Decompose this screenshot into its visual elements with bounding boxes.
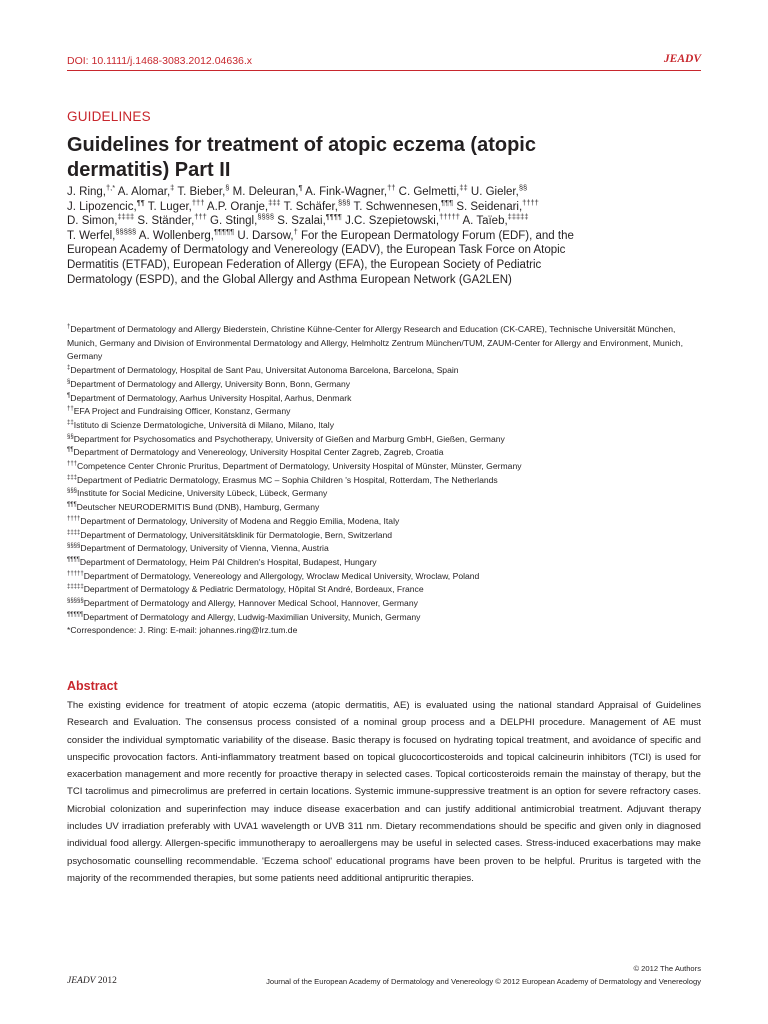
affiliation-text: Department of Dermatology and Venereology, University Hospital Center Zagreb, Zagreb, Croatia xyxy=(73,447,444,458)
author-affiliation-mark: †† xyxy=(387,183,396,193)
affiliation-text: Department of Dermatology, Heim Pál Children's Hospital, Budapest, Hungary xyxy=(79,556,377,567)
affiliation-text: Deutscher NEURODERMITIS Bund (DNB), Hamburg, Germany xyxy=(76,502,320,513)
author-text: For the European Dermatology Forum (EDF), and the xyxy=(297,229,574,242)
affiliation-text: Department of Dermatology & Pediatric Dermatology, Hôpital St André, Bordeaux, France xyxy=(83,584,424,595)
affiliation-text: Istituto di Scienze Dermatologiche, Università di Milano, Milano, Italy xyxy=(73,419,335,430)
affiliation-text: Competence Center Chronic Pruritus, Department of Dermatology, University Hospital of Münster, Münster, Germany xyxy=(77,461,522,472)
affiliation-mark: ‡‡‡‡‡ xyxy=(67,584,84,591)
author-text: T. Schwennesen, xyxy=(350,200,442,213)
author-text: U. Gieler, xyxy=(467,186,519,198)
affiliation-text: Department of Dermatology, University of Modena and Reggio Emilia, Modena, Italy xyxy=(80,515,400,526)
author-text: T. Schäfer, xyxy=(280,200,338,213)
affiliation-mark: ¶¶¶¶ xyxy=(67,557,80,564)
author-line xyxy=(67,226,703,244)
affiliation-mark: ††††† xyxy=(67,570,84,577)
author-text: European Academy of Dermatology and Venereology (EADV), the European Task Force on Atopic xyxy=(67,244,566,257)
affiliation-item xyxy=(67,419,703,433)
affiliation-text: Department of Dermatology, Venereology and Allergology, Wroclaw Medical University, Wroclaw, Poland xyxy=(83,570,480,581)
affiliation-item xyxy=(67,487,703,501)
affiliation-item xyxy=(67,460,703,474)
affiliation-item xyxy=(67,501,703,515)
author-text: S. Szalai, xyxy=(274,215,326,228)
author-text: Dermatitis (ETFAD), European Federation of Allergy (EFA), the European Society of Pediatric xyxy=(67,258,542,271)
affiliation-mark: ¶¶ xyxy=(67,447,74,454)
affiliation-item xyxy=(67,433,703,447)
affiliation-mark: ‡‡‡‡ xyxy=(67,529,81,536)
affiliation-mark: †† xyxy=(67,406,74,413)
author-text: A. Taïeb, xyxy=(459,215,508,228)
affiliation-text: EFA Project and Fundraising Officer, Konstanz, Germany xyxy=(73,406,291,417)
correspondence-email[interactable]: johannes.ring@lrz.tum.de xyxy=(199,625,298,636)
author-affiliation-mark: ‡‡‡ xyxy=(268,197,281,207)
affiliation-item xyxy=(67,323,703,364)
author-text: U. Darsow, xyxy=(234,229,294,242)
author-line xyxy=(67,273,703,288)
author-text: J. Ring, xyxy=(67,186,106,198)
author-affiliation-mark: † xyxy=(293,226,298,236)
affiliation-mark: † xyxy=(67,324,71,331)
affiliation-mark: § xyxy=(67,378,71,385)
author-text: A. Fink-Wagner, xyxy=(302,186,388,198)
affiliation-text: Department of Dermatology and Allergy, University Bonn, Bonn, Germany xyxy=(70,378,351,389)
correspondence-label: *Correspondence: J. Ring: E-mail: xyxy=(67,625,200,636)
author-affiliation-mark: ‡‡ xyxy=(459,183,468,193)
author-affiliation-mark: §§ xyxy=(518,183,528,193)
author-text: A.P. Oranje, xyxy=(204,200,269,213)
author-text: T. Werfel, xyxy=(67,229,116,242)
affiliation-list xyxy=(67,323,703,638)
affiliation-text: Department of Pediatric Dermatology, Erasmus MC – Sophia Children 's Hospital, Rotterdam, The Netherlands xyxy=(77,474,498,485)
author-affiliation-mark: ¶¶¶ xyxy=(441,197,454,207)
author-line xyxy=(67,243,703,258)
header-rule xyxy=(67,70,701,71)
author-line xyxy=(67,185,703,200)
author-text: D. Simon, xyxy=(67,215,118,228)
author-affiliation-mark: ¶¶ xyxy=(136,197,145,207)
footer-journal-info xyxy=(67,976,117,986)
affiliation-item xyxy=(67,515,703,529)
author-text: T. Luger, xyxy=(144,200,192,213)
author-text: A. Wollenberg, xyxy=(136,229,214,242)
author-affiliation-mark: ‡ xyxy=(170,183,175,193)
author-affiliation-mark: ¶ xyxy=(298,183,303,193)
correspondence xyxy=(67,624,703,638)
affiliation-item xyxy=(67,542,703,556)
affiliation-text: Department of Dermatology, Universitätsklinik für Dermatologie, Bern, Switzerland xyxy=(80,529,393,540)
affiliation-text: Department of Dermatology, University of Vienna, Vienna, Austria xyxy=(80,543,329,554)
author-affiliation-mark: ††† xyxy=(191,197,205,207)
affiliation-item xyxy=(67,556,703,570)
affiliation-mark: ††† xyxy=(67,461,78,468)
author-text: G. Stingl, xyxy=(206,215,258,228)
affiliation-item xyxy=(67,474,703,488)
author-affiliation-mark: §§§ xyxy=(337,197,351,207)
author-affiliation-mark: ¶¶¶¶¶ xyxy=(214,226,235,236)
section-label: GUIDELINES xyxy=(67,109,151,124)
author-text: T. Bieber, xyxy=(174,186,226,198)
affiliation-mark: ¶¶¶ xyxy=(67,502,77,509)
affiliation-mark: §§ xyxy=(67,433,74,440)
affiliation-mark: ‡ xyxy=(67,365,71,372)
affiliation-mark: ‡‡ xyxy=(67,420,74,427)
affiliation-item xyxy=(67,378,703,392)
affiliation-text: Department of Dermatology and Allergy, Hannover Medical School, Hannover, Germany xyxy=(83,598,418,609)
author-affiliation-mark: †††† xyxy=(522,197,539,207)
affiliation-item xyxy=(67,583,703,597)
journal-tag: JEADV xyxy=(663,53,701,65)
affiliation-text: Department of Dermatology and Allergy, Ludwig-Maximilian University, Munich, Germany xyxy=(83,611,421,622)
affiliation-text: Department for Psychosomatics and Psychotherapy, University of Gießen and Marburg GmbH, Gießen, Germany xyxy=(73,433,505,444)
affiliation-mark: ‡‡‡ xyxy=(67,474,78,481)
affiliation-text: Department of Dermatology, Aarhus University Hospital, Aarhus, Denmark xyxy=(70,392,352,403)
affiliation-mark: †††† xyxy=(67,515,81,522)
affiliation-text: Department of Dermatology and Allergy Biederstein, Christine Kühne-Center for Allergy Research and Education (CK-CARE), Technische Universität München, Munich, Germany and Division of Environmental Dermatology and Allergy, Helmholtz Zentrum München/TUM, ZAUM-Center for Allergy and Environment, Munich, Germany xyxy=(67,324,683,362)
author-text: S. Seidenari, xyxy=(453,200,523,213)
author-line xyxy=(67,197,703,215)
footer-year: 2012 xyxy=(97,976,117,986)
affiliation-item xyxy=(67,405,703,419)
affiliation-item xyxy=(67,529,703,543)
author-affiliation-mark: ††† xyxy=(194,212,207,222)
author-affiliation-mark: †,* xyxy=(106,183,116,193)
author-text: Dermatology (ESPD), and the Global Allergy and Asthma European Network (GA2LEN) xyxy=(67,273,512,286)
author-line xyxy=(67,214,703,229)
author-affiliation-mark: ‡‡‡‡‡ xyxy=(507,212,529,222)
author-list xyxy=(67,185,703,287)
affiliation-mark: §§§§§ xyxy=(67,598,84,605)
affiliation-text: Institute for Social Medicine, University Lübeck, Lübeck, Germany xyxy=(77,488,328,499)
author-text: M. Deleuran, xyxy=(229,186,299,198)
author-affiliation-mark: ‡‡‡‡ xyxy=(117,212,135,222)
author-line xyxy=(67,258,703,273)
author-text: C. Gelmetti, xyxy=(395,186,460,198)
affiliation-item xyxy=(67,597,703,611)
footer-journal-abbrev: JEADV xyxy=(67,976,96,986)
author-text: J.C. Szepietowski, xyxy=(341,215,440,228)
author-affiliation-mark: ¶¶¶¶ xyxy=(325,212,342,222)
affiliation-mark: §§§ xyxy=(67,488,78,495)
article-title: Guidelines for treatment of atopic eczema (atopic dermatitis) Part II xyxy=(67,134,536,181)
footer-copyright: © 2012 The Authors xyxy=(633,964,701,973)
author-affiliation-mark: § xyxy=(225,183,230,193)
affiliation-item xyxy=(67,570,703,584)
affiliation-item xyxy=(67,446,703,460)
author-affiliation-mark: §§§§ xyxy=(257,212,274,222)
affiliation-item xyxy=(67,364,703,378)
abstract-heading: Abstract xyxy=(67,679,118,693)
author-text: A. Alomar, xyxy=(115,186,171,198)
affiliation-item xyxy=(67,611,703,625)
doi-link[interactable]: DOI: 10.1111/j.1468-3083.2012.04636.x xyxy=(67,55,253,67)
affiliation-mark: §§§§ xyxy=(67,543,81,550)
author-affiliation-mark: ††††† xyxy=(439,212,460,222)
footer-journal-text: Journal of the European Academy of Dermatology and Venereology © 2012 European Academy of Dermatology and Venereology xyxy=(266,977,701,986)
affiliation-mark: ¶¶¶¶¶ xyxy=(67,611,84,618)
affiliation-mark: ¶ xyxy=(67,392,71,399)
affiliation-item xyxy=(67,392,703,406)
author-text: S. Ständer, xyxy=(134,215,195,228)
author-affiliation-mark: §§§§§ xyxy=(115,226,137,236)
affiliation-text: Department of Dermatology, Hospital de Sant Pau, Universitat Autonoma Barcelona, Barcelona, Spain xyxy=(70,365,459,376)
author-text: J. Lipozencic, xyxy=(67,200,137,213)
abstract-text: The existing evidence for treatment of atopic eczema (atopic dermatitis, AE) is evaluated using the national standard Appraisal of Guidelines Research and Evaluation. The consensus process consisted of a nominal group process and a DELPHI procedure. Management of AE must consider the individual symptomatic variability of the disease. Basic therapy is focused on hydrating topical treatment, and avoidance of specific and unspecific provocation factors. Anti-inflammatory treatment based on topical glucocorticosteroids and topical calcineurin inhibitors (TCI) is used for exacerbation management and more recently for proactive therapy in selected cases. Topical corticosteroids remain the mainstay of therapy, but the TCI tacrolimus and pimecrolimus are preferred in certain locations. Systemic immune-suppressive treatment is an option for severe refractory cases. Microbial colonization and superinfection may induce disease exacerbation and can justify additional antimicrobial treatment. Adjuvant therapy includes UV irradiation preferably with UVA1 wavelength or UVB 311 nm. Dietary recommendations should be specific and given only in diagnosed individual food allergy. Allergen-specific immunotherapy to aeroallergens may be useful in selected cases. Stress-induced exacerbations may make psychosomatic counselling recommendable. 'Eczema school' educational programs have been proven to be helpful. Pruritus is targeted with the majority of the recommended therapies, but some patients need additional antipruritic therapies. xyxy=(67,700,701,884)
